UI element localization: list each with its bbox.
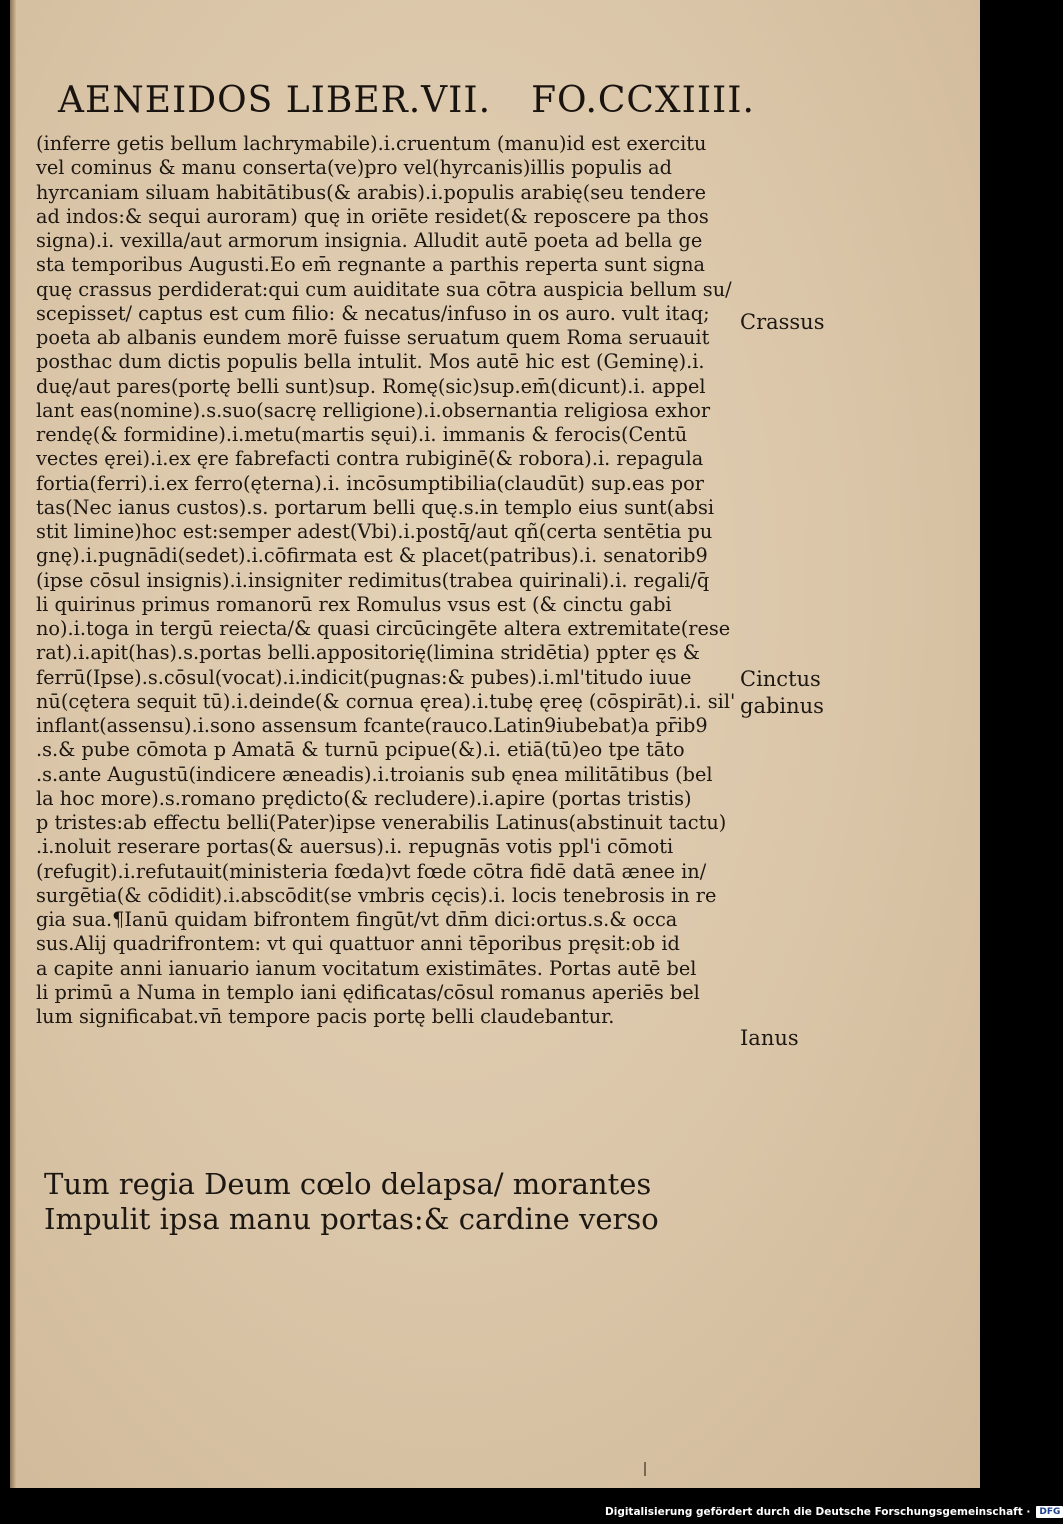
commentary-line: hyrcaniam siluam habitātibus(& arabis).i.populis arabię(seu tendere bbox=[36, 180, 707, 204]
commentary-line: vel cominus & manu conserta(ve)pro vel(hyrcanis)illis populis ad bbox=[36, 156, 672, 180]
commentary-line: surgētia(& cōdidit).i.abscōdit(se vmbris cęcis).i. locis tenebrosis in re bbox=[36, 883, 717, 907]
commentary-line: ad indos:& sequi auroram) quę in oriēte residet(& reposcere pa thos bbox=[36, 204, 709, 228]
commentary-line: lant eas(nomine).s.suo(sacrę relligione).i.obsernantia religiosa exhor bbox=[36, 398, 711, 422]
commentary-line: (refugit).i.refutauit(ministeria fœda)vt fœde cōtra fidē datā ænee in/ bbox=[36, 859, 707, 883]
footer-credit-text: Digitalisierung gefördert durch die Deutsche Forschungsgemeinschaft · bbox=[605, 1506, 1031, 1518]
header-book-title: AENEIDOS LIBER.VII. bbox=[58, 80, 492, 121]
commentary-line: scepisset/ captus est cum filio: & necatus/infuso in os auro. vult itaq; bbox=[36, 301, 710, 325]
commentary-line: p tristes:ab effectu belli(Pater)ipse venerabilis Latinus(abstinuit tactu) bbox=[36, 811, 727, 834]
commentary-line: no).i.toga in tergū reiecta/& quasi circūcingēte altera extremitate(rese bbox=[36, 617, 731, 640]
marginal-note-ianus: Ianus bbox=[740, 1026, 799, 1050]
commentary-line: signa).i. vexilla/aut armorum insignia. Alludit autē poeta ad bella ge bbox=[36, 229, 703, 252]
dfg-logo-icon: DFG bbox=[1036, 1506, 1063, 1518]
commentary-line: (ipse cōsul insignis).i.insigniter redimitus(trabea quirinali).i. regali/q̄ bbox=[36, 568, 710, 592]
commentary-line: fortia(ferri).i.ex ferro(ęterna).i. incōsumptibilia(claudūt) sup.eas por bbox=[36, 471, 704, 495]
commentary-line: ferrū(Ipse).s.cōsul(vocat).i.indicit(pugnas:& pubes).i.ml'titudo iuue bbox=[36, 665, 692, 689]
running-header bbox=[58, 80, 755, 121]
commentary-line: la hoc more).s.romano prędicto(& recludere).i.apire (portas tristis) bbox=[36, 786, 692, 810]
commentary-line: .s.ante Augustū(indicere æneadis).i.troianis sub ęnea militātibus (bel bbox=[36, 762, 713, 786]
commentary-line: .i.noluit reserare portas(& auersus).i. repugnās votis ppl'i cōmoti bbox=[36, 835, 674, 859]
commentary-line: rat).i.apit(has).s.portas belli.appositorię(limina stridētia) ppter ęs & bbox=[36, 641, 700, 665]
commentary-line: rendę(& formidine).i.metu(martis sęui).i. immanis & ferocis(Centū bbox=[36, 423, 688, 446]
commentary-line: gia sua.¶Ianū quidam bifrontem fingūt/vt dn̄m dici:ortus.s.& occa bbox=[36, 908, 678, 931]
commentary-line: posthac dum dictis populis bella intulit. Mos autē hic est (Geminę).i. bbox=[36, 350, 705, 374]
marginal-note-cinctus: Cinctus bbox=[740, 667, 821, 691]
digitization-footer bbox=[605, 1503, 1063, 1521]
commentary-line: quę crassus perdiderat:qui cum auiditate sua cōtra auspicia bellum su/ bbox=[36, 277, 732, 301]
commentary-line: tas(Nec ianus custos).s. portarum belli quę.s.in templo eius sunt(absi bbox=[36, 495, 715, 519]
commentary-line: vectes ęrei).i.ex ęre fabrefacti contra rubiginē(& robora).i. repagula bbox=[36, 447, 704, 471]
commentary-line: li primū a Numa in templo iani ędificatas/cōsul romanus aperiēs bel bbox=[36, 980, 700, 1004]
header-folio-number: FO.CCXIIII. bbox=[531, 80, 755, 121]
verse-line: Tum regia Deum cœlo delapsa/ morantes bbox=[44, 1167, 652, 1201]
printer-mark bbox=[644, 1462, 646, 1476]
commentary-line: a capite anni ianuario ianum vocitatum existimātes. Portas autē bel bbox=[36, 956, 697, 980]
commentary-line: gnę).i.pugnādi(sedet).i.cōfirmata est & placet(patribus).i. senatorib9 bbox=[36, 544, 708, 568]
verse-text-block bbox=[44, 1167, 734, 1237]
commentary-text-block bbox=[36, 132, 736, 1029]
commentary-line: (inferre getis bellum lachrymabile).i.cruentum (manu)id est exercitu bbox=[36, 132, 707, 155]
commentary-line: poeta ab albanis eundem morē fuisse seruatum quem Roma seruauit bbox=[36, 326, 710, 349]
marginal-note-gabinus: gabinus bbox=[740, 694, 824, 718]
commentary-line: sus.Alij quadrifrontem: vt qui quattuor anni tēporibus pręsit:ob id bbox=[36, 932, 680, 956]
verse-line: Impulit ipsa manu portas:& cardine verso bbox=[44, 1202, 659, 1236]
page-edge-shadow bbox=[10, 0, 16, 1488]
commentary-line: lum significabat.vn̄ tempore pacis portę belli claudebantur. bbox=[36, 1005, 615, 1028]
commentary-line: .s.& pube cōmota p Amatā & turnū pcipue(&).i. etiā(tū)eo tpe tāto bbox=[36, 738, 685, 762]
commentary-line: stit limine)hoc est:semper adest(Vbi).i.postq̄/aut qñ(certa sentētia pu bbox=[36, 520, 713, 543]
commentary-line: inflant(assensu).i.sono assensum fcante(rauco.Latin9iubebat)a pr̄ib9 bbox=[36, 714, 708, 737]
commentary-line: sta temporibus Augusti.Eo em̄ regnante a parthis reperta sunt signa bbox=[36, 253, 706, 277]
commentary-line: nū(cętera sequit tū).i.deinde(& cornua ęrea).i.tubę ęreę (cōspirāt).i. sil' bbox=[36, 689, 736, 713]
commentary-line: duę/aut pares(portę belli sunt)sup. Romę(sic)sup.em̄(dicunt).i. appel bbox=[36, 374, 706, 398]
commentary-line: li quirinus primus romanorū rex Romulus vsus est (& cinctu gabi bbox=[36, 592, 672, 616]
marginal-note-crassus: Crassus bbox=[740, 310, 825, 334]
